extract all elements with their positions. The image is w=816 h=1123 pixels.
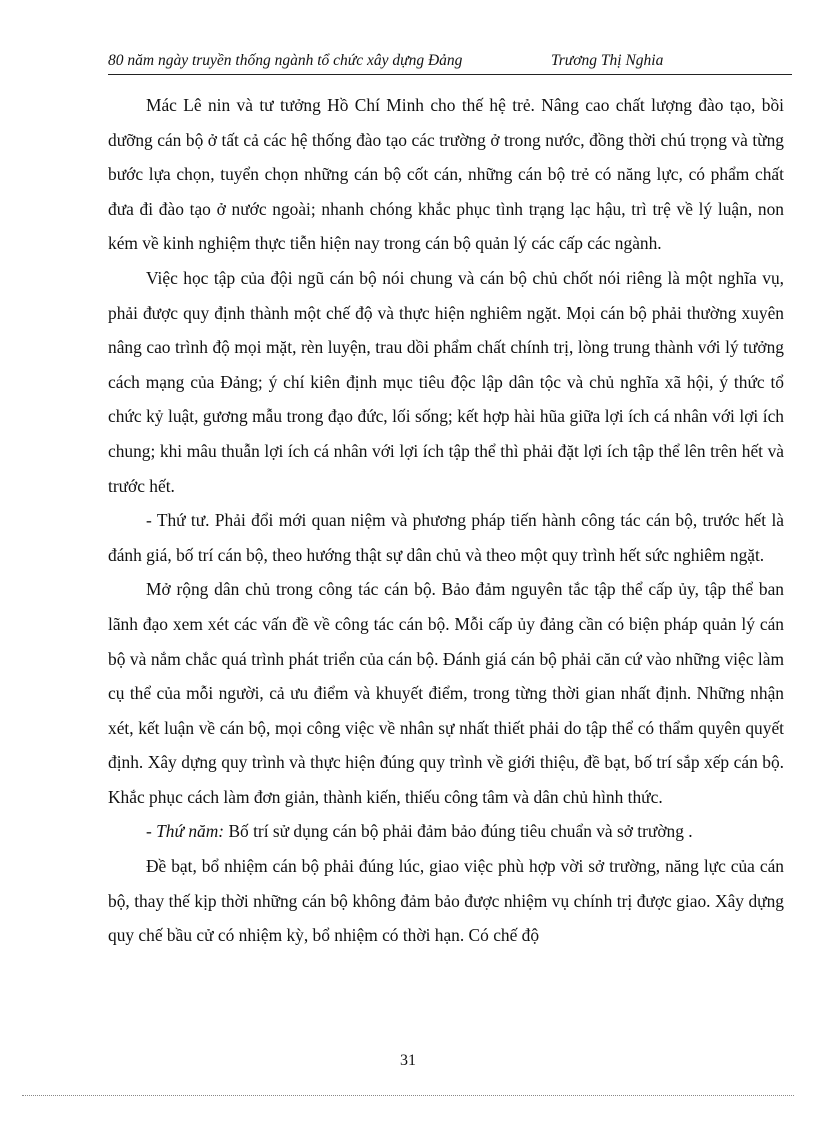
running-header — [108, 52, 792, 75]
paragraph-1: Mác Lê nin và tư tưởng Hồ Chí Minh cho thế hệ trẻ. Nâng cao chất lượng đào tạo, bồi dưỡng cán bộ ở tất cả các hệ thống đào tạo các trường ở trong nước, đồng thời chú trọng và từng bước lựa chọn, tuyển chọn những cán bộ cốt cán, những cán bộ trẻ có năng lực, có phẩm chất đưa đi đào tạo ở nước ngoài; nhanh chóng khắc phục tình trạng lạc hậu, trì trệ về lý luận, non kém về kinh nghiệm thực tiễn hiện nay trong cán bộ quản lý các cấp các ngành. — [108, 95, 784, 254]
paragraph-5-text: Bố trí sử dụng cán bộ phải đảm bảo đúng tiêu chuẩn và sở trường . — [224, 821, 693, 842]
paragraph-5 — [108, 814, 784, 849]
page-number: 31 — [400, 1052, 416, 1069]
body-text — [108, 88, 784, 953]
footer-divider — [22, 1095, 794, 1096]
paragraph-6: Đề bạt, bổ nhiệm cán bộ phải đúng lúc, giao việc phù hợp vời sở trường, năng lực của cán bộ, thay thế kịp thời những cán bộ không đảm bảo được nhiệm vụ chính trị được giao. Xây dựng quy chế bầu cử có nhiệm kỳ, bổ nhiệm có thời hạn. Có chế độ — [108, 856, 784, 946]
paragraph-3: - Thứ tư. Phải đổi mới quan niệm và phương pháp tiến hành công tác cán bộ, trước hết là đánh giá, bố trí cán bộ, theo hướng thật sự dân chủ và theo một quy trình hết sức nghiêm ngặt. — [108, 510, 784, 565]
header-author: Trương Thị Nghia — [551, 52, 664, 69]
paragraph-5-lead: - Thứ năm: — [146, 821, 225, 842]
paragraph-4: Mở rộng dân chủ trong công tác cán bộ. Bảo đảm nguyên tắc tập thể cấp ủy, tập thể ban lãnh đạo xem xét các vấn đề về công tác cán bộ. Mỗi cấp ủy đảng cần có biện pháp quản lý cán bộ và nắm chắc quá trình phát triển của cán bộ. Đánh giá cán bộ phải căn cứ vào những việc làm cụ thể của mỗi người, cả ưu điểm và khuyết điểm, trong từng thời gian nhất định. Những nhận xét, kết luận về cán bộ, mọi công việc về nhân sự nhất thiết phải do tập thể có thẩm quyên quyết định. Xây dựng quy trình và thực hiện đúng quy trình về giới thiệu, đề bạt, bố trí sắp xếp cán bộ. Khắc phục cách làm đơn giản, thành kiến, thiếu công tâm và dân chủ hình thức. — [108, 579, 784, 807]
paragraph-2: Việc học tập của đội ngũ cán bộ nói chung và cán bộ chủ chốt nói riêng là một nghĩa vụ, phải được quy định thành một chế độ và thực hiện nghiêm ngặt. Mọi cán bộ phải thường xuyên nâng cao trình độ mọi mặt, rèn luyện, trau dồi phẩm chất chính trị, lòng trung thành với lý tưởng cách mạng của Đảng; ý chí kiên định mục tiêu độc lập dân tộc và chủ nghĩa xã hội, ý thức tổ chức kỷ luật, gương mẫu trong đạo đức, lối sống; kết hợp hài hũa giữa lợi ích cá nhân với lợi ích chung; khi mâu thuẫn lợi ích cá nhân với lợi ích tập thể thì phải đặt lợi ích tập thể lên trên hết và trước hết. — [108, 267, 784, 496]
header-title: 80 năm ngày truyền thống ngành tổ chức xây dựng Đảng — [108, 52, 463, 69]
